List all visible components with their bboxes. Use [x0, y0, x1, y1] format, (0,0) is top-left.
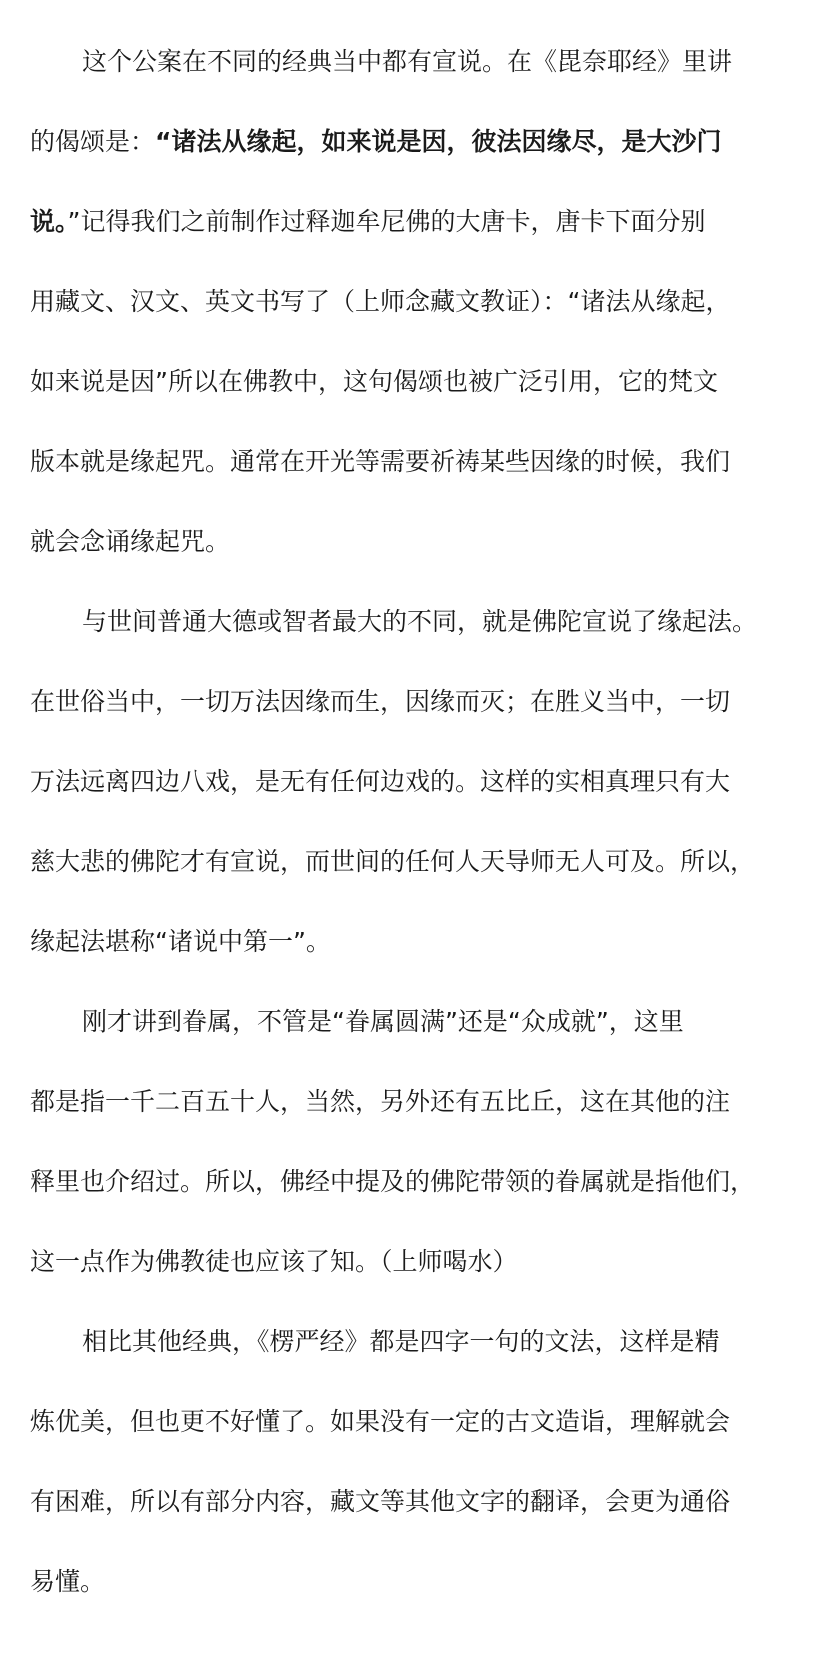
text-line: 用藏文、汉文、英文书写了（上师念藏文教证）：“诸法从缘起， [30, 287, 731, 316]
text-line: 在世俗当中，一切万法因缘而生，因缘而灭；在胜义当中，一切 [30, 687, 731, 716]
text-run: ”记得我们之前制作过释迦牟尼佛的大唐卡，唐卡下面分别 [67, 207, 706, 236]
paragraph-1 [30, 22, 803, 582]
text-line: 释里也介绍过。所以，佛经中提及的佛陀带领的眷属就是指他们， [30, 1167, 756, 1196]
text-line: 有困难，所以有部分内容，藏文等其他文字的翻译，会更为通俗 [30, 1487, 731, 1516]
bold-verse: “诸法从缘起，如来说是因，彼法因缘尽，是大沙门 [155, 127, 722, 156]
text-line: 相比其他经典，《楞严经》都是四字一句的文法，这样是精 [82, 1327, 720, 1356]
bold-verse: 说。 [30, 207, 68, 236]
text-line [30, 102, 803, 182]
text-line: 版本就是缘起咒。通常在开光等需要祈祷某些因缘的时候，我们 [30, 447, 731, 476]
text-line: 这个公案在不同的经典当中都有宣说。在《毘奈耶经》里讲 [82, 47, 733, 76]
text-line: 这一点作为佛教徒也应该了知。（上师喝水） [30, 1247, 518, 1276]
text-line: 就会念诵缘起咒。 [30, 527, 231, 556]
text-line: 万法远离四边八戏，是无有任何边戏的。这样的实相真理只有大 [30, 767, 731, 796]
paragraph-3 [30, 982, 803, 1302]
text-line: 易懂。 [30, 1567, 106, 1596]
text-run: 的偈颂是： [30, 127, 156, 156]
text-line: 与世间普通大德或智者最大的不同，就是佛陀宣说了缘起法。 [82, 607, 758, 636]
text-line: 缘起法堪称“诸说中第一”。 [30, 927, 331, 956]
text-line: 如来说是因”所以在佛教中，这句偈颂也被广泛引用，它的梵文 [30, 367, 718, 396]
paragraph-2 [30, 582, 803, 982]
text-line: 都是指一千二百五十人，当然，另外还有五比丘，这在其他的注 [30, 1087, 731, 1116]
paragraph-4 [30, 1302, 803, 1622]
text-line [30, 182, 803, 262]
text-line: 慈大悲的佛陀才有宣说，而世间的任何人天导师无人可及。所以， [30, 847, 756, 876]
text-line: 炼优美，但也更不好懂了。如果没有一定的古文造诣，理解就会 [30, 1407, 731, 1436]
text-line: 刚才讲到眷属，不管是“眷属圆满”还是“众成就”，这里 [82, 1007, 684, 1036]
